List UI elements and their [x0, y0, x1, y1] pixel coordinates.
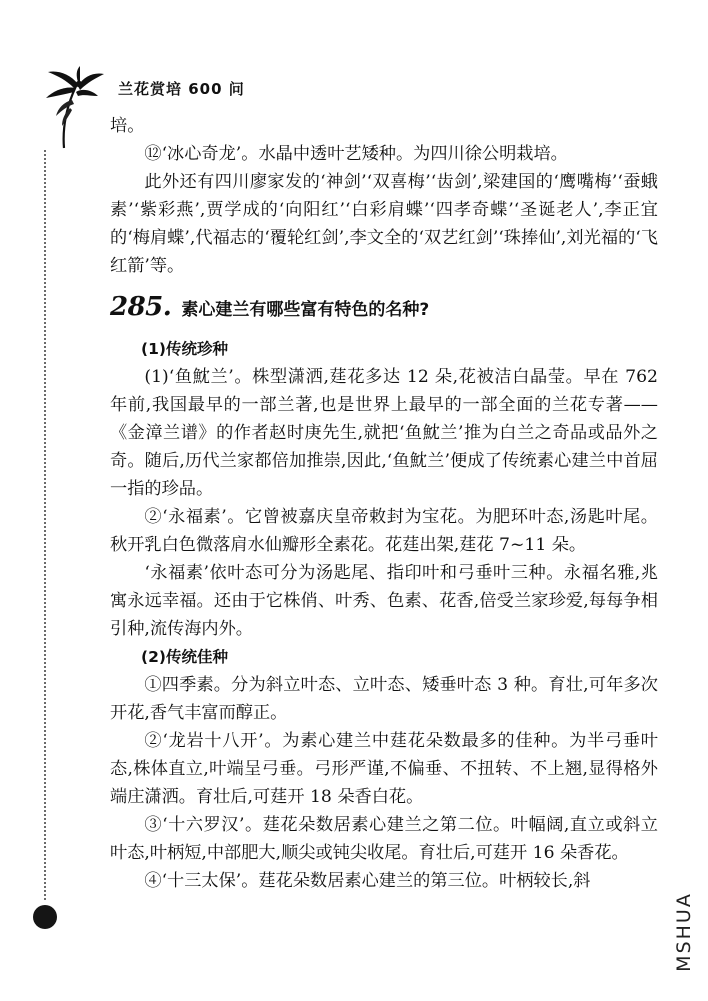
- paragraph: (1)‘鱼魫兰’。株型潇洒,莛花多达 12 朵,花被洁白晶莹。早在 762 年前,我国最早的一部兰著,也是世界上最早的一部全面的兰花专著——《金漳兰谱》的作者赵时庚先生,就把‘鱼魫兰’推为白兰之奇品或品外之奇。随后,历代兰家都倍加推崇,因此,‘鱼魫兰’便成了传统素心建兰中首屈一指的珍品。: [110, 367, 658, 499]
- question-heading: [110, 293, 658, 324]
- paragraph: ②‘永福素’。它曾被嘉庆皇帝敕封为宝花。为肥环叶态,汤匙叶尾。秋开乳白色微落肩水仙瓣形全素花。花莛出架,莛花 7~11 朵。: [110, 507, 658, 555]
- paragraph: ②‘龙岩十八开’。为素心建兰中莛花朵数最多的佳种。为半弓垂叶态,株体直立,叶端呈弓垂。弓形严谨,不偏垂、不扭转、不上翘,显得格外端庄潇洒。育壮后,可莛开 18 朵香白花。: [110, 731, 658, 807]
- paragraph: ①四季素。分为斜立叶态、立叶态、矮垂叶态 3 种。育壮,可年多次开花,香气丰富而醇正。: [110, 675, 658, 723]
- binding-dotted-line: [44, 150, 46, 900]
- paragraph: 培。: [110, 116, 145, 136]
- section-heading: (2)传统佳种: [141, 648, 228, 666]
- binding-hole: [33, 905, 57, 929]
- orchid-ornament-icon: [40, 62, 120, 152]
- watermark-text: MSHUA: [673, 892, 695, 972]
- watermark: [672, 882, 696, 982]
- paragraph: ⑫‘冰心奇龙’。水晶中透叶艺矮种。为四川徐公明栽培。: [144, 144, 568, 164]
- section-heading: (1)传统珍种: [141, 340, 228, 358]
- paragraph: ④‘十三太保’。莛花朵数居素心建兰的第三位。叶柄较长,斜: [144, 871, 591, 891]
- question-title: 素心建兰有哪些富有特色的名种?: [181, 300, 430, 320]
- question-number: 285.: [110, 292, 172, 322]
- page-body: [110, 112, 658, 895]
- paragraph: ③‘十六罗汉’。莛花朵数居素心建兰之第二位。叶幅阔,直立或斜立叶态,叶柄短,中部肥大,顺尖或钝尖收尾。育壮后,可莛开 16 朵香花。: [110, 815, 658, 863]
- paragraph: ‘永福素’依叶态可分为汤匙尾、指印叶和弓垂叶三种。永福名雅,兆寓永远幸福。还由于它株俏、叶秀、色素、花香,倍受兰家珍爱,每每争相引种,流传海内外。: [110, 563, 658, 639]
- paragraph: 此外还有四川廖家发的‘神剑’‘双喜梅’‘齿剑’,梁建国的‘鹰嘴梅’‘蚕蛾素’‘紫彩燕’,贾学成的‘向阳红’‘白彩肩蝶’‘四孝奇蝶’‘圣诞老人’,李正宜的‘梅肩蝶’,代福志的‘覆轮红剑’,李文全的‘双艺红剑’‘珠捧仙’,刘光福的‘飞红箭’等。: [110, 172, 658, 276]
- running-header: 兰花赏培 600 问: [118, 80, 245, 98]
